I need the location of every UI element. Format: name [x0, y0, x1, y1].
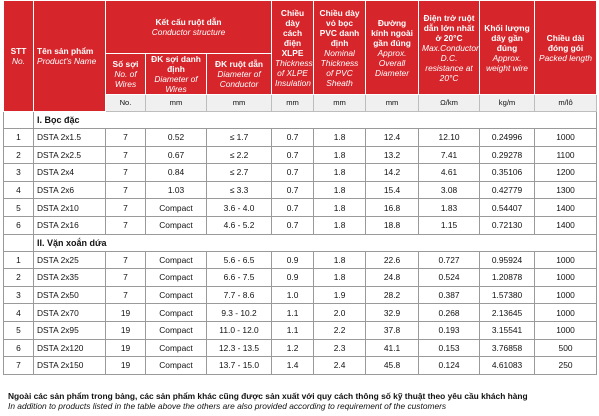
- table-cell: 7: [106, 146, 146, 164]
- table-cell: 2.13645: [480, 304, 535, 322]
- unit-cell: mm: [366, 95, 419, 112]
- table-cell: 5.6 - 6.5: [207, 251, 272, 269]
- table-cell: 1.20878: [480, 269, 535, 287]
- table-cell: 9.3 - 10.2: [207, 304, 272, 322]
- unit-cell: mm: [314, 95, 366, 112]
- table-cell: ≤ 3.3: [207, 181, 272, 199]
- table-cell: 22.6: [366, 251, 419, 269]
- table-cell: 11.0 - 12.0: [207, 321, 272, 339]
- table-row: [4, 164, 597, 182]
- unit-cell: mm: [146, 95, 207, 112]
- table-row: [4, 199, 597, 217]
- table-cell: 0.7: [272, 164, 314, 182]
- table-cell: 7.41: [419, 146, 480, 164]
- table-cell: 6.6 - 7.5: [207, 269, 272, 287]
- table-cell: 0.72130: [480, 216, 535, 234]
- cable-spec-table: [3, 0, 597, 375]
- unit-cell: kg/m: [480, 95, 535, 112]
- table-cell: 1000: [535, 269, 597, 287]
- table-cell: 3.6 - 4.0: [207, 199, 272, 217]
- table-cell: 1.03: [146, 181, 207, 199]
- table-cell: 0.268: [419, 304, 480, 322]
- table-row: [4, 357, 597, 375]
- table-cell: 5: [4, 199, 34, 217]
- table-cell: ≤ 2.2: [207, 146, 272, 164]
- product-name-cell: DSTA 2x120: [34, 339, 106, 357]
- table-cell: 0.95924: [480, 251, 535, 269]
- product-name-cell: DSTA 2x70: [34, 304, 106, 322]
- table-cell: 1.57380: [480, 286, 535, 304]
- table-row: [4, 321, 597, 339]
- table-row: [4, 304, 597, 322]
- table-cell: 7: [106, 269, 146, 287]
- table-cell: 41.1: [366, 339, 419, 357]
- section-title: I. Bọc đặc: [34, 112, 597, 129]
- table-cell: 0.35106: [480, 164, 535, 182]
- table-row: [4, 146, 597, 164]
- section-row: [4, 112, 597, 129]
- table-row: [4, 129, 597, 147]
- table-cell: 15.4: [366, 181, 419, 199]
- footnote-english: In addition to products listed in the table above the others are also provided according to requirement of the customers: [8, 401, 447, 411]
- col-header-weight: Khối lượng dây gần đúng Approx. weight wire: [480, 1, 535, 95]
- col-header-length: Chiều dài đóng gói Packed length: [535, 1, 597, 95]
- table-cell: 1200: [535, 164, 597, 182]
- footnote-vietnamese: Ngoài các sản phẩm trong bảng, các sản phẩm khác cũng được sản xuất với quy cách thông số kỹ thuật theo yêu cầu khách hàng: [8, 391, 528, 401]
- table-cell: 1.8: [314, 181, 366, 199]
- table-cell: 7.7 - 8.6: [207, 286, 272, 304]
- table-cell: 19: [106, 304, 146, 322]
- table-cell: 1300: [535, 181, 597, 199]
- table-cell: 32.9: [366, 304, 419, 322]
- table-cell: 6: [4, 216, 34, 234]
- table-cell: 4: [4, 181, 34, 199]
- table-cell: 1.8: [314, 269, 366, 287]
- table-cell: 3.76858: [480, 339, 535, 357]
- table-cell: Compact: [146, 286, 207, 304]
- table-cell: 3: [4, 164, 34, 182]
- product-name-cell: DSTA 2x150: [34, 357, 106, 375]
- table-cell: 1000: [535, 251, 597, 269]
- section-title: II. Vặn xoắn dứa: [34, 234, 597, 251]
- table-cell: 1.4: [272, 357, 314, 375]
- table-cell: 13.2: [366, 146, 419, 164]
- table-cell: 0.7: [272, 181, 314, 199]
- unit-cell: mm: [272, 95, 314, 112]
- table-cell: 19: [106, 357, 146, 375]
- table-cell: 1.8: [314, 129, 366, 147]
- table-cell: 0.7: [272, 146, 314, 164]
- table-cell: 1.2: [272, 339, 314, 357]
- table-cell: 1: [4, 251, 34, 269]
- table-cell: 19: [106, 321, 146, 339]
- table-cell: 24.8: [366, 269, 419, 287]
- table-cell: 0.727: [419, 251, 480, 269]
- table-cell: 2.0: [314, 304, 366, 322]
- table-cell: 2: [4, 269, 34, 287]
- table-cell: 3.08: [419, 181, 480, 199]
- table-cell: 5: [4, 321, 34, 339]
- table-cell: 7: [106, 164, 146, 182]
- table-cell: 0.193: [419, 321, 480, 339]
- footnote: [8, 391, 596, 411]
- product-name-cell: DSTA 2x6: [34, 181, 106, 199]
- col-header-wire-diameter: ĐK sợi danh định Diameter of Wires: [146, 54, 207, 95]
- table-cell: 4.61: [419, 164, 480, 182]
- table-cell: 6: [4, 339, 34, 357]
- table-row: [4, 216, 597, 234]
- table-cell: 37.8: [366, 321, 419, 339]
- table-cell: 7: [4, 357, 34, 375]
- table-cell: 1.8: [314, 146, 366, 164]
- product-name-cell: DSTA 2x10: [34, 199, 106, 217]
- table-cell: 0.387: [419, 286, 480, 304]
- table-cell: 1.15: [419, 216, 480, 234]
- table-cell: 1400: [535, 216, 597, 234]
- product-name-cell: DSTA 2x16: [34, 216, 106, 234]
- table-cell: 7: [106, 251, 146, 269]
- table-cell: 0.24996: [480, 129, 535, 147]
- table-cell: 0.52: [146, 129, 207, 147]
- table-cell: 250: [535, 357, 597, 375]
- table-cell: 4.61083: [480, 357, 535, 375]
- table-cell: Compact: [146, 321, 207, 339]
- table-cell: 1000: [535, 321, 597, 339]
- table-cell: 12.4: [366, 129, 419, 147]
- table-cell: 28.2: [366, 286, 419, 304]
- table-cell: 7: [106, 129, 146, 147]
- table-cell: 1400: [535, 199, 597, 217]
- table-cell: 7: [106, 216, 146, 234]
- table-cell: 1.1: [272, 304, 314, 322]
- table-cell: 3: [4, 286, 34, 304]
- section-row: [4, 234, 597, 251]
- product-name-cell: DSTA 2x4: [34, 164, 106, 182]
- table-cell: 1100: [535, 146, 597, 164]
- table-cell: 1: [4, 129, 34, 147]
- table-cell: 12.3 - 13.5: [207, 339, 272, 357]
- table-cell: 1000: [535, 129, 597, 147]
- col-header-stt: STT No.: [4, 1, 34, 112]
- table-cell: 0.9: [272, 251, 314, 269]
- table-cell: 0.7: [272, 129, 314, 147]
- table-cell: 2.3: [314, 339, 366, 357]
- col-header-xlpe: Chiều dày cách điện XLPE Thickness of XLPE Insulation: [272, 1, 314, 95]
- unit-cell: mm: [207, 95, 272, 112]
- table-row: [4, 181, 597, 199]
- table-cell: 7: [106, 181, 146, 199]
- col-header-conductor-diameter: ĐK ruột dẫn Diameter of Conductor: [207, 54, 272, 95]
- table-cell: 13.7 - 15.0: [207, 357, 272, 375]
- table-cell: 0.7: [272, 199, 314, 217]
- table-cell: 0.42779: [480, 181, 535, 199]
- table-cell: Compact: [146, 339, 207, 357]
- table-cell: 19: [106, 339, 146, 357]
- table-cell: Compact: [146, 216, 207, 234]
- table-cell: 4: [4, 304, 34, 322]
- table-cell: ≤ 2.7: [207, 164, 272, 182]
- unit-cell: m/lô: [535, 95, 597, 112]
- product-name-cell: DSTA 2x95: [34, 321, 106, 339]
- table-cell: 1.8: [314, 199, 366, 217]
- table-cell: 7: [106, 286, 146, 304]
- table-cell: Compact: [146, 251, 207, 269]
- table-cell: 500: [535, 339, 597, 357]
- table-cell: Compact: [146, 304, 207, 322]
- table-cell: 0.54407: [480, 199, 535, 217]
- product-name-cell: DSTA 2x50: [34, 286, 106, 304]
- section-blank-cell: [4, 112, 34, 129]
- table-cell: 1.0: [272, 286, 314, 304]
- table-cell: ≤ 1.7: [207, 129, 272, 147]
- table-cell: 1.83: [419, 199, 480, 217]
- table-cell: Compact: [146, 199, 207, 217]
- table-cell: Compact: [146, 357, 207, 375]
- table-cell: 0.9: [272, 269, 314, 287]
- table-cell: 3.15541: [480, 321, 535, 339]
- table-cell: 1000: [535, 286, 597, 304]
- table-cell: 18.8: [366, 216, 419, 234]
- table-cell: 2.2: [314, 321, 366, 339]
- table-body: [4, 112, 597, 375]
- product-name-cell: DSTA 2x25: [34, 251, 106, 269]
- table-cell: 0.29278: [480, 146, 535, 164]
- col-header-resistance: Điện trở ruột dẫn lớn nhất ở 20°C Max.Conductor D.C. resistance at 20°C: [419, 1, 480, 95]
- table-cell: 0.153: [419, 339, 480, 357]
- table-cell: 0.7: [272, 216, 314, 234]
- table-cell: 0.67: [146, 146, 207, 164]
- table-cell: 1.8: [314, 251, 366, 269]
- table-cell: 1.9: [314, 286, 366, 304]
- table-cell: 1000: [535, 304, 597, 322]
- table-cell: 45.8: [366, 357, 419, 375]
- table-cell: 7: [106, 199, 146, 217]
- table-cell: 2: [4, 146, 34, 164]
- table-cell: 1.8: [314, 216, 366, 234]
- table-cell: 4.6 - 5.2: [207, 216, 272, 234]
- product-name-cell: DSTA 2x35: [34, 269, 106, 287]
- col-header-product: Tên sản phẩm Product's Name: [34, 1, 106, 112]
- table-cell: 1.1: [272, 321, 314, 339]
- col-header-overall-diameter: Đường kính ngoài gần đúng Approx. Overall Diameter: [366, 1, 419, 95]
- table-cell: 0.84: [146, 164, 207, 182]
- col-header-conductor: Kết cấu ruột dẫn Conductor structure: [106, 1, 272, 54]
- unit-cell: Ω/km: [419, 95, 480, 112]
- table-cell: 2.4: [314, 357, 366, 375]
- table-row: [4, 286, 597, 304]
- table-cell: 16.8: [366, 199, 419, 217]
- table-row: [4, 251, 597, 269]
- col-header-pvc: Chiều dày vỏ bọc PVC danh định Nominal Thickness of PVC Sheath: [314, 1, 366, 95]
- table-cell: 0.124: [419, 357, 480, 375]
- table-cell: 14.2: [366, 164, 419, 182]
- col-header-wires: Số sợi No. of Wires: [106, 54, 146, 95]
- product-name-cell: DSTA 2x2.5: [34, 146, 106, 164]
- table-row: [4, 339, 597, 357]
- section-blank-cell: [4, 234, 34, 251]
- table-cell: Compact: [146, 269, 207, 287]
- table-cell: 1.8: [314, 164, 366, 182]
- table-row: [4, 269, 597, 287]
- product-name-cell: DSTA 2x1.5: [34, 129, 106, 147]
- table-cell: 0.524: [419, 269, 480, 287]
- table-cell: 12.10: [419, 129, 480, 147]
- unit-cell: No.: [106, 95, 146, 112]
